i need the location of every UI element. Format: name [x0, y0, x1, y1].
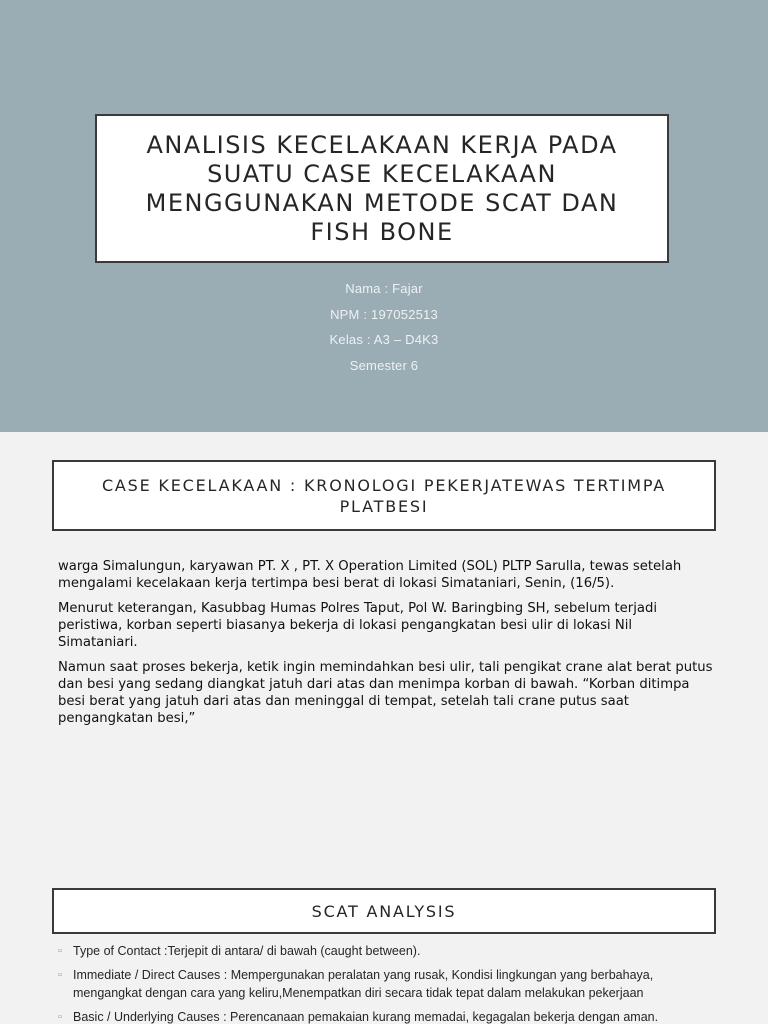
list-item: [58, 942, 718, 960]
author-npm: NPM : 197052513: [330, 306, 438, 322]
case-heading-box: [52, 460, 716, 531]
slide-title: ANALISIS KECELAKAAN KERJA PADA SUATU CASE KECELAKAAN MENGGUNAKAN METODE SCAT DAN FISH BONE: [145, 130, 619, 246]
author-class: Kelas : A3 – D4K3: [329, 332, 439, 347]
bullet-icon: ▫: [58, 969, 62, 981]
author-info: [0, 276, 768, 378]
scat-heading: SCAT ANALYSIS: [311, 901, 457, 921]
bullet-text: Basic / Underlying Causes : Perencanaan pemakaian kurang memadai, kegagalan bekerja dengan aman.: [73, 1010, 659, 1024]
bullet-icon: ▫: [58, 1011, 62, 1023]
bullet-icon: ▫: [58, 945, 62, 957]
author-name: Nama : Fajar: [345, 281, 423, 296]
scat-slide: [0, 866, 768, 1024]
title-box: [95, 114, 669, 263]
list-item: [58, 966, 718, 1002]
list-item: [58, 1008, 718, 1024]
case-paragraph: warga Simalungun, karyawan PT. X , PT. X Operation Limited (SOL) PLTP Sarulla, tewas setelah mengalami kecelakaan kerja tertimpa besi berat di lokasi Simataniari, Senin, (16/5).: [58, 559, 682, 591]
bullet-text: Type of Contact :Terjepit di antara/ di bawah (caught between).: [73, 944, 421, 958]
case-slide: [0, 432, 768, 866]
case-body: [58, 558, 714, 735]
case-heading: CASE KECELAKAAN : KRONOLOGI PEKERJATEWAS TERTIMPA PLATBESI: [101, 475, 667, 516]
case-paragraph: Menurut keterangan, Kasubbag Humas Polres Taput, Pol W. Baringbing SH, sebelum terjadi peristiwa, korban seperti biasanya bekerja di lokasi pengangkatan besi ulir di lokasi Nil Simataniari.: [58, 601, 658, 650]
author-semester: Semester 6: [349, 357, 419, 373]
case-paragraph: Namun saat proses bekerja, ketik ingin memindahkan besi ulir, tali pengikat crane alat berat putus dan besi yang sedang diangkat jatuh dari atas dan menimpa korban di bawah. “Korban ditimpa besi berat yang jatuh dari atas dan meninggal di tempat, setelah tali crane putus saat pengangkatan besi,”: [58, 660, 713, 726]
bullet-text: Immediate / Direct Causes : Mempergunakan peralatan yang rusak, Kondisi lingkungan yang berbahaya, mengangkat dengan cara yang keliru,Menempatkan diri secara tidak tepat dalam melakukan pekerjaan: [73, 968, 654, 1000]
scat-heading-box: [52, 888, 716, 934]
title-slide: [0, 0, 768, 432]
scat-bullet-list: [58, 942, 718, 1024]
